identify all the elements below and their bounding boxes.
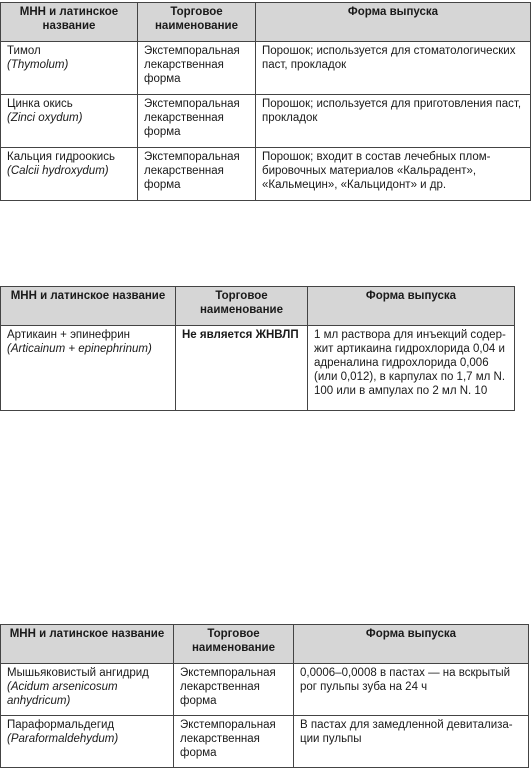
trade-name: Экстемпоральная лекарственная форма bbox=[174, 664, 294, 716]
column-header-name: МНН и латинское название bbox=[1, 287, 176, 326]
trade-name: Экстемпоральная лекарственная форма bbox=[138, 42, 256, 95]
drug-table-3 bbox=[0, 624, 529, 768]
table-row bbox=[1, 95, 531, 148]
release-form: Порошок; входит в состав лечебных пломбировочных материалов «Кальрадент», «Кальмецин», «Кальцидонт» и др. bbox=[256, 148, 531, 201]
drug-latin-name: (Zinci oxydum) bbox=[7, 112, 83, 124]
drug-name: Мышьяковистый ангидрид bbox=[7, 667, 149, 679]
drug-latin-name: (Calcii hydroxydum) bbox=[7, 165, 109, 177]
drug-name: Кальция гидроокись bbox=[7, 151, 115, 163]
column-header-form: Форма выпуска bbox=[308, 287, 515, 326]
drug-name-cell bbox=[1, 326, 176, 411]
drug-latin-name: (Thymolum) bbox=[7, 59, 69, 71]
column-header-trade: Торговое наименование bbox=[138, 3, 256, 42]
drug-name-cell bbox=[1, 148, 138, 201]
release-form: Порошок; используется для приготовления паст, прокладок bbox=[256, 95, 531, 148]
drug-latin-name: (Paraformaldehydum) bbox=[7, 733, 119, 745]
table-row bbox=[1, 664, 529, 716]
column-header-name: МНН и латинское название bbox=[1, 3, 138, 42]
trade-name: Экстемпоральная лекарственная форма bbox=[138, 95, 256, 148]
drug-table-2 bbox=[0, 286, 515, 411]
release-form: 0,0006–0,0008 в пастах — на вскрытый рог пульпы зуба на 24 ч bbox=[294, 664, 529, 716]
column-header-trade: Торговое наименование bbox=[176, 287, 308, 326]
column-header-trade: Торговое наименование bbox=[174, 625, 294, 664]
drug-name: Тимол bbox=[7, 45, 41, 57]
release-form: В пастах для замедленной девитализации пульпы bbox=[294, 716, 529, 768]
release-form: Порошок; используется для стоматологических паст, прокладок bbox=[256, 42, 531, 95]
drug-name-cell bbox=[1, 664, 174, 716]
column-header-form: Форма выпуска bbox=[294, 625, 529, 664]
table-header-row bbox=[1, 625, 529, 664]
drug-table-1 bbox=[0, 2, 531, 201]
drug-latin-name: (Articainum + epinephrinum) bbox=[7, 343, 152, 355]
table-header-row bbox=[1, 287, 515, 326]
column-header-name: МНН и латинское название bbox=[1, 625, 174, 664]
trade-name: Не является ЖНВЛП bbox=[176, 326, 308, 411]
release-form: 1 мл раствора для инъекций содержит артикаина гидрохлорида 0,04 и адреналина гидрохлорида 0,006 (или 0,012), в карпулах по 1,7 мл N. 100 или в ампулах по 2 мл N. 10 bbox=[308, 326, 515, 411]
drug-name-cell bbox=[1, 42, 138, 95]
table-row bbox=[1, 716, 529, 768]
drug-name: Артикаин + эпинефрин bbox=[7, 329, 130, 341]
drug-latin-name: (Acidum arsenicosum anhydricum) bbox=[7, 681, 118, 707]
drug-name-cell bbox=[1, 95, 138, 148]
trade-name: Экстемпоральная лекарственная форма bbox=[138, 148, 256, 201]
table-row bbox=[1, 326, 515, 411]
table-row bbox=[1, 148, 531, 201]
trade-name: Экстемпоральная лекарственная форма bbox=[174, 716, 294, 768]
drug-name-cell bbox=[1, 716, 174, 768]
column-header-form: Форма выпуска bbox=[256, 3, 531, 42]
table-row bbox=[1, 42, 531, 95]
table-header-row bbox=[1, 3, 531, 42]
drug-name: Цинка окись bbox=[7, 98, 73, 110]
drug-name: Параформальдегид bbox=[7, 719, 115, 731]
